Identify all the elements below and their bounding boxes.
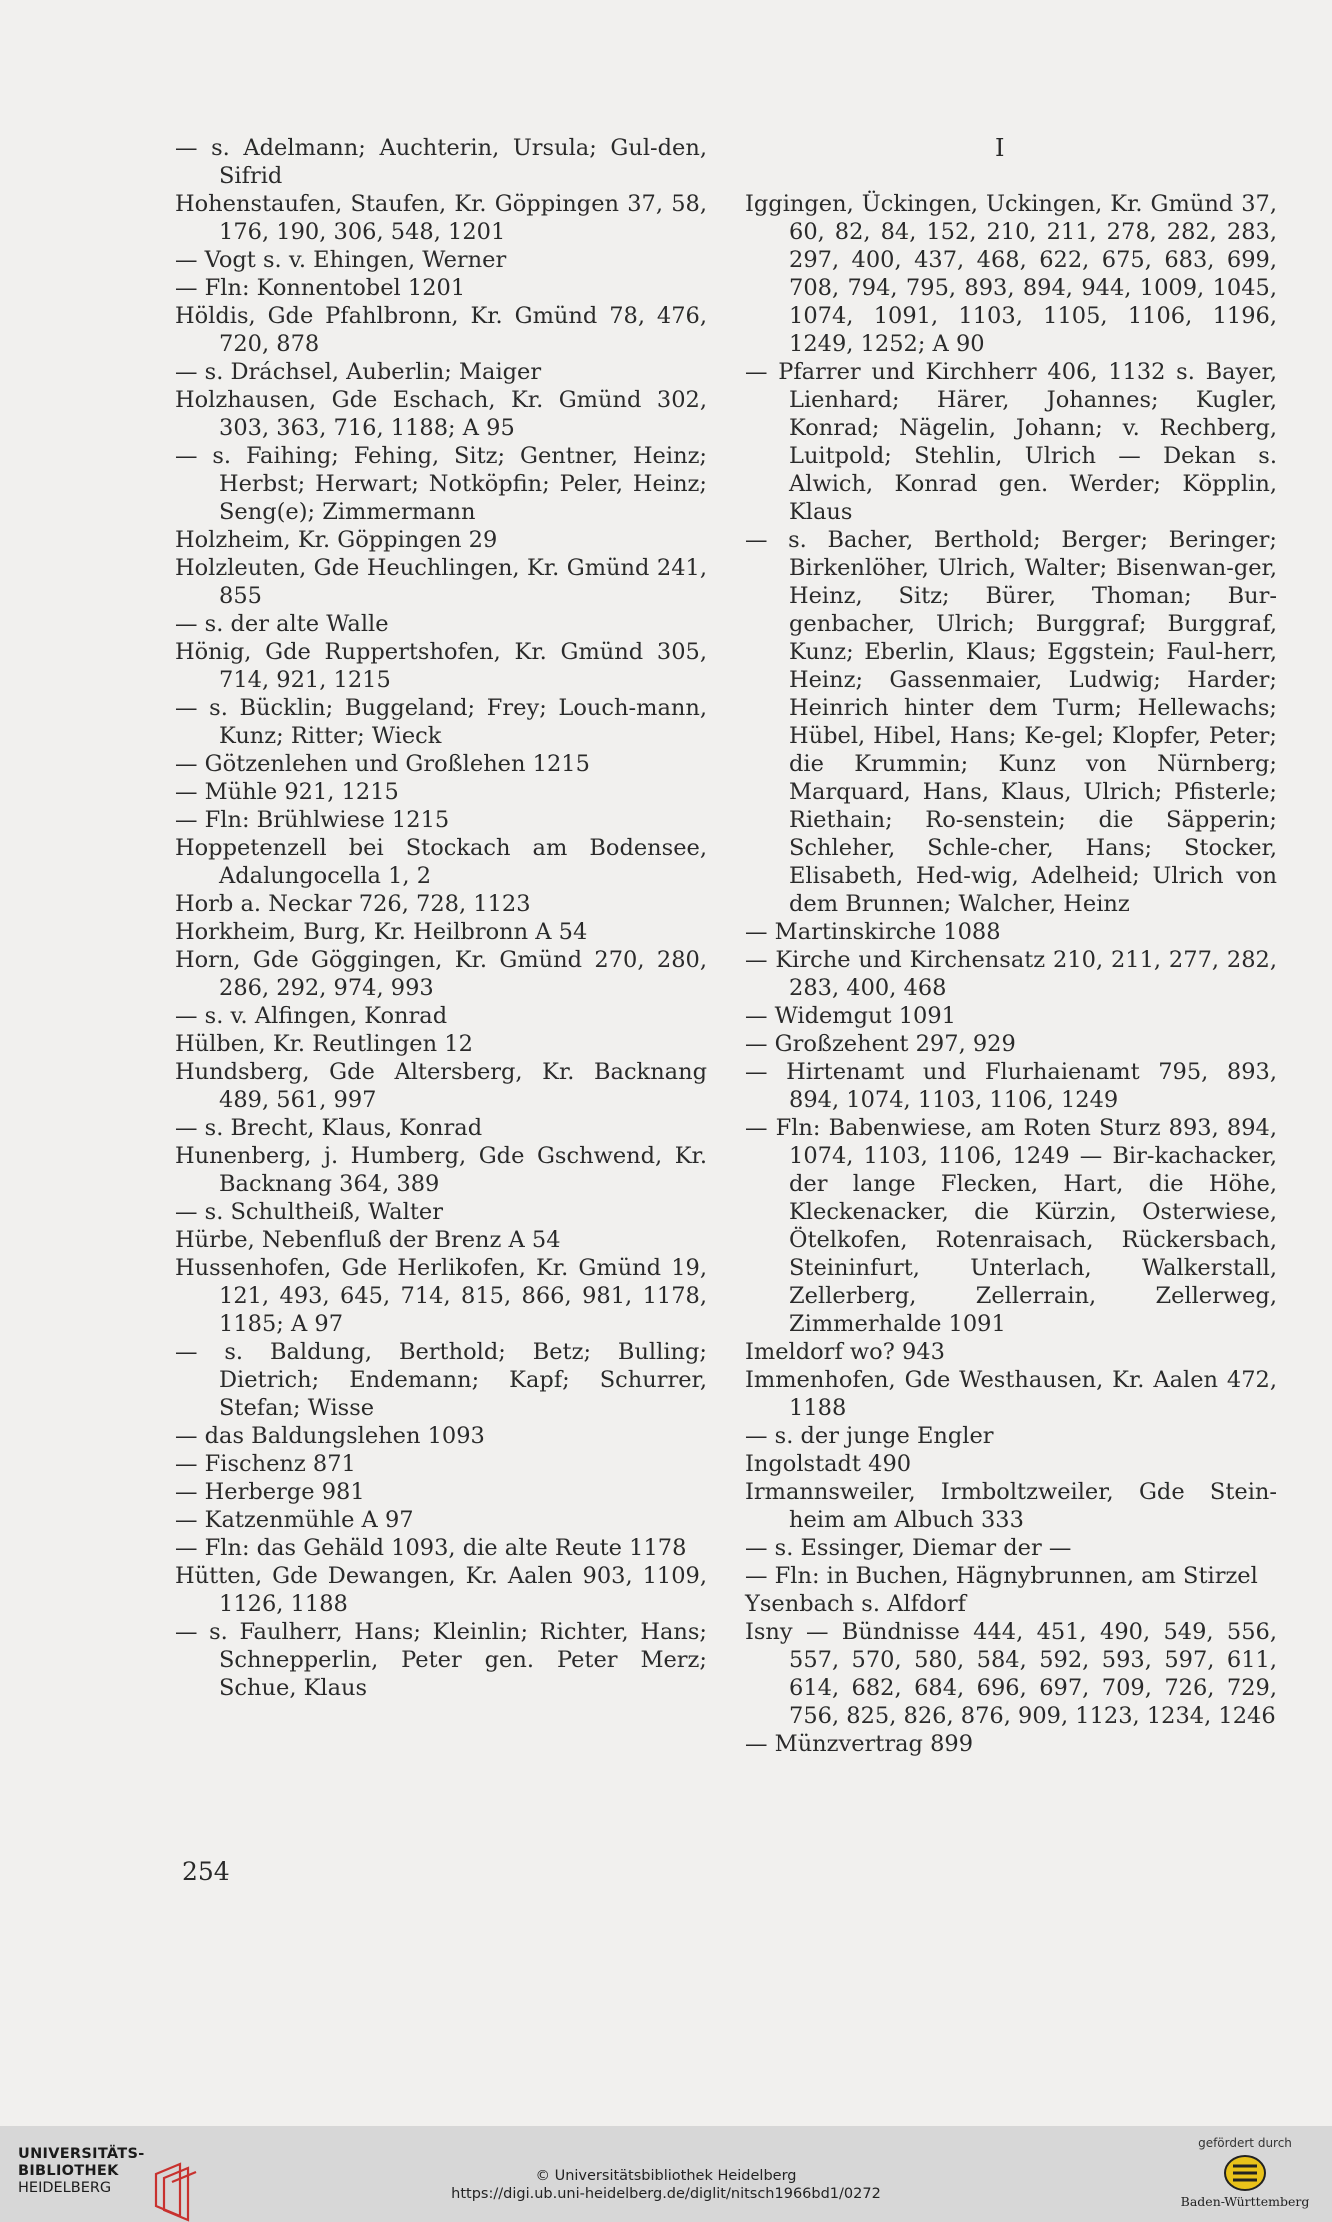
index-entry: — s. Brecht, Klaus, Konrad bbox=[175, 1115, 483, 1141]
sponsor-block bbox=[1180, 2136, 1310, 2209]
index-entry: — s. Faihing; Fehing, Sitz; Gentner, Heinz; Herbst; Herwart; Notköpfin; Peler, Heinz; Seng(e); Zimmermann bbox=[175, 443, 707, 525]
index-entry: Hütten, Gde Dewangen, Kr. Aalen 903, 1109, 1126, 1188 bbox=[175, 1563, 707, 1617]
index-entry: — Fln: Babenwiese, am Roten Sturz 893, 894, 1074, 1103, 1106, 1249 — Bir-kachacker, der lange Flecken, Hart, die Höhe, Kleckenacker, die Kürzin, Osterwiese, Ötelkofen, Rotenraisach, Rückersbach, Steininfurt, Unterlach, Walkerstall, Zellerberg, Zellerrain, Zellerweg, Zimmerhalde 1091 bbox=[745, 1115, 1277, 1337]
index-entry: — Münzvertrag 899 bbox=[745, 1731, 974, 1757]
index-entry: Hürbe, Nebenfluß der Brenz A 54 bbox=[175, 1227, 561, 1253]
index-entry: — s. der junge Engler bbox=[745, 1423, 994, 1449]
sponsor-label: gefördert durch bbox=[1198, 2136, 1292, 2150]
section-letter: I bbox=[995, 134, 1005, 162]
library-name-line3: HEIDELBERG bbox=[18, 2180, 112, 2196]
index-entry: — Fischenz 871 bbox=[175, 1451, 356, 1477]
index-entry: Hönig, Gde Ruppertshofen, Kr. Gmünd 305, 714, 921, 1215 bbox=[175, 639, 707, 693]
index-entry: — Fln: Brühlwiese 1215 bbox=[175, 807, 450, 833]
index-entry: Hülben, Kr. Reutlingen 12 bbox=[175, 1031, 473, 1057]
index-entry: — s. Bacher, Berthold; Berger; Beringer; Birkenlöher, Ulrich, Walter; Bisenwan-ger, Heinz, Sitz; Bürer, Thoman; Bur-genbacher, Ulrich; Burggraf; Burggraf, Kunz; Eberlin, Klaus; Eggstein; Faul-herr, Heinz; Gassenmaier, Ludwig; Harder; Heinrich hinter dem Turm; Hellewachs; Hübel, Hibel, Hans; Ke-gel; Klopfer, Peter; die Krummin; Kunz von Nürnberg; Marquard, Hans, Klaus, Ulrich; Pfisterle; Riethain; Ro-senstein; die Säpperin; Schleher, Schle-cher, Hans; Stocker, Elisabeth, Hed-wig, Adelheid; Ulrich von dem Brunnen; Walcher, Heinz bbox=[745, 527, 1277, 917]
index-entry: — s. Adelmann; Auchterin, Ursula; Gul-den, Sifrid bbox=[175, 135, 707, 189]
index-entry: Hussenhofen, Gde Herlikofen, Kr. Gmünd 19, 121, 493, 645, 714, 815, 866, 981, 1178, 1185; A 97 bbox=[175, 1255, 707, 1337]
index-entry: Isny — Bündnisse 444, 451, 490, 549, 556, 557, 570, 580, 584, 592, 593, 597, 611, 614, 682, 684, 696, 697, 709, 726, 729, 756, 825, 826, 876, 909, 1123, 1234, 1246 bbox=[745, 1619, 1277, 1729]
index-entry: Immenhofen, Gde Westhausen, Kr. Aalen 472, 1188 bbox=[745, 1367, 1277, 1421]
index-entry: Hunenberg, j. Humberg, Gde Gschwend, Kr. Backnang 364, 389 bbox=[175, 1143, 707, 1197]
index-entry: — Herberge 981 bbox=[175, 1479, 365, 1505]
index-entry: — s. Essinger, Diemar der — bbox=[745, 1535, 1072, 1561]
left-index-column bbox=[175, 134, 707, 1702]
index-entry: Hundsberg, Gde Altersberg, Kr. Backnang 489, 561, 997 bbox=[175, 1059, 707, 1113]
index-entry: — Fln: Konnentobel 1201 bbox=[175, 275, 466, 301]
library-name-line1: UNIVERSITÄTS- bbox=[18, 2146, 145, 2162]
index-entry: Hoppetenzell bei Stockach am Bodensee, Adalungocella 1, 2 bbox=[175, 835, 707, 889]
index-entry: Imeldorf wo? 943 bbox=[745, 1339, 945, 1365]
index-entry: — Katzenmühle A 97 bbox=[175, 1507, 414, 1533]
index-entry: — Mühle 921, 1215 bbox=[175, 779, 399, 805]
source-url-link[interactable]: https://digi.ub.uni-heidelberg.de/diglit/nitsch1966bd1/0272 bbox=[451, 2186, 881, 2202]
index-entry: — das Baldungslehen 1093 bbox=[175, 1423, 485, 1449]
index-entry: Horb a. Neckar 726, 728, 1123 bbox=[175, 891, 531, 917]
index-entry: Höldis, Gde Pfahlbronn, Kr. Gmünd 78, 476, 720, 878 bbox=[175, 303, 707, 357]
right-index-column bbox=[745, 134, 1277, 1758]
index-entry: Holzhausen, Gde Eschach, Kr. Gmünd 302, 303, 363, 716, 1188; A 95 bbox=[175, 387, 707, 441]
copyright-text: © Universitätsbibliothek Heidelberg bbox=[535, 2168, 797, 2184]
library-name-line2: BIBLIOTHEK bbox=[18, 2163, 119, 2179]
index-entry: — Hirtenamt und Flurhaienamt 795, 893, 894, 1074, 1103, 1106, 1249 bbox=[745, 1059, 1277, 1113]
index-entry: — Pfarrer und Kirchherr 406, 1132 s. Bayer, Lienhard; Härer, Johannes; Kugler, Konrad; Nägelin, Johann; v. Rechberg, Luitpold; Stehlin, Ulrich — Dekan s. Alwich, Konrad gen. Werder; Köpplin, Klaus bbox=[745, 359, 1277, 525]
index-entry: — Martinskirche 1088 bbox=[745, 919, 1001, 945]
index-entry: — Vogt s. v. Ehingen, Werner bbox=[175, 247, 507, 273]
index-entry: — Götzenlehen und Großlehen 1215 bbox=[175, 751, 590, 777]
page-number: 254 bbox=[182, 1857, 230, 1886]
index-entry: Horkheim, Burg, Kr. Heilbronn A 54 bbox=[175, 919, 588, 945]
index-entry: — Großzehent 297, 929 bbox=[745, 1031, 1016, 1057]
index-entry: — Widemgut 1091 bbox=[745, 1003, 956, 1029]
index-entry: — Kirche und Kirchensatz 210, 211, 277, 282, 283, 400, 468 bbox=[745, 947, 1277, 1001]
index-entry: Ingolstadt 490 bbox=[745, 1451, 912, 1477]
index-entry: — s. v. Alfingen, Konrad bbox=[175, 1003, 448, 1029]
copyright-notice bbox=[0, 2167, 1332, 2203]
index-entry: — s. Faulherr, Hans; Kleinlin; Richter, Hans; Schnepperlin, Peter gen. Peter Merz; Schue, Klaus bbox=[175, 1619, 707, 1701]
index-entry: — s. Schultheiß, Walter bbox=[175, 1199, 443, 1225]
index-entry: — s. Dráchsel, Auberlin; Maiger bbox=[175, 359, 542, 385]
index-entry: Hohenstaufen, Staufen, Kr. Göppingen 37, 58, 176, 190, 306, 548, 1201 bbox=[175, 191, 707, 245]
index-entry: Ysenbach s. Alfdorf bbox=[745, 1591, 966, 1617]
index-entry: Horn, Gde Göggingen, Kr. Gmünd 270, 280, 286, 292, 974, 993 bbox=[175, 947, 707, 1001]
index-entry: — s. Baldung, Berthold; Betz; Bulling; Dietrich; Endemann; Kapf; Schurrer, Stefan; Wisse bbox=[175, 1339, 707, 1421]
index-entry: Holzheim, Kr. Göppingen 29 bbox=[175, 527, 498, 553]
footer-bar bbox=[0, 2126, 1332, 2222]
index-entry: — Fln: in Buchen, Hägnybrunnen, am Stirzel bbox=[745, 1563, 1258, 1589]
index-entry: — s. der alte Walle bbox=[175, 611, 389, 637]
index-entry: — s. Bücklin; Buggeland; Frey; Louch-mann, Kunz; Ritter; Wieck bbox=[175, 695, 707, 749]
index-entry: Iggingen, Ückingen, Uckingen, Kr. Gmünd 37, 60, 82, 84, 152, 210, 211, 278, 282, 283, 297, 400, 437, 468, 622, 675, 683, 699, 708, 794, 795, 893, 894, 944, 1009, 1045, 1074, 1091, 1103, 1105, 1106, 1196, 1249, 1252; A 90 bbox=[745, 191, 1277, 357]
state-crest-icon bbox=[1223, 2154, 1267, 2192]
index-entry: Irmannsweiler, Irmboltzweiler, Gde Stein-heim am Albuch 333 bbox=[745, 1479, 1277, 1533]
index-entry: — Fln: das Gehäld 1093, die alte Reute 1178 bbox=[175, 1535, 687, 1561]
index-entry: Holzleuten, Gde Heuchlingen, Kr. Gmünd 241, 855 bbox=[175, 555, 707, 609]
sponsor-name: Baden-Württemberg bbox=[1180, 2194, 1310, 2209]
